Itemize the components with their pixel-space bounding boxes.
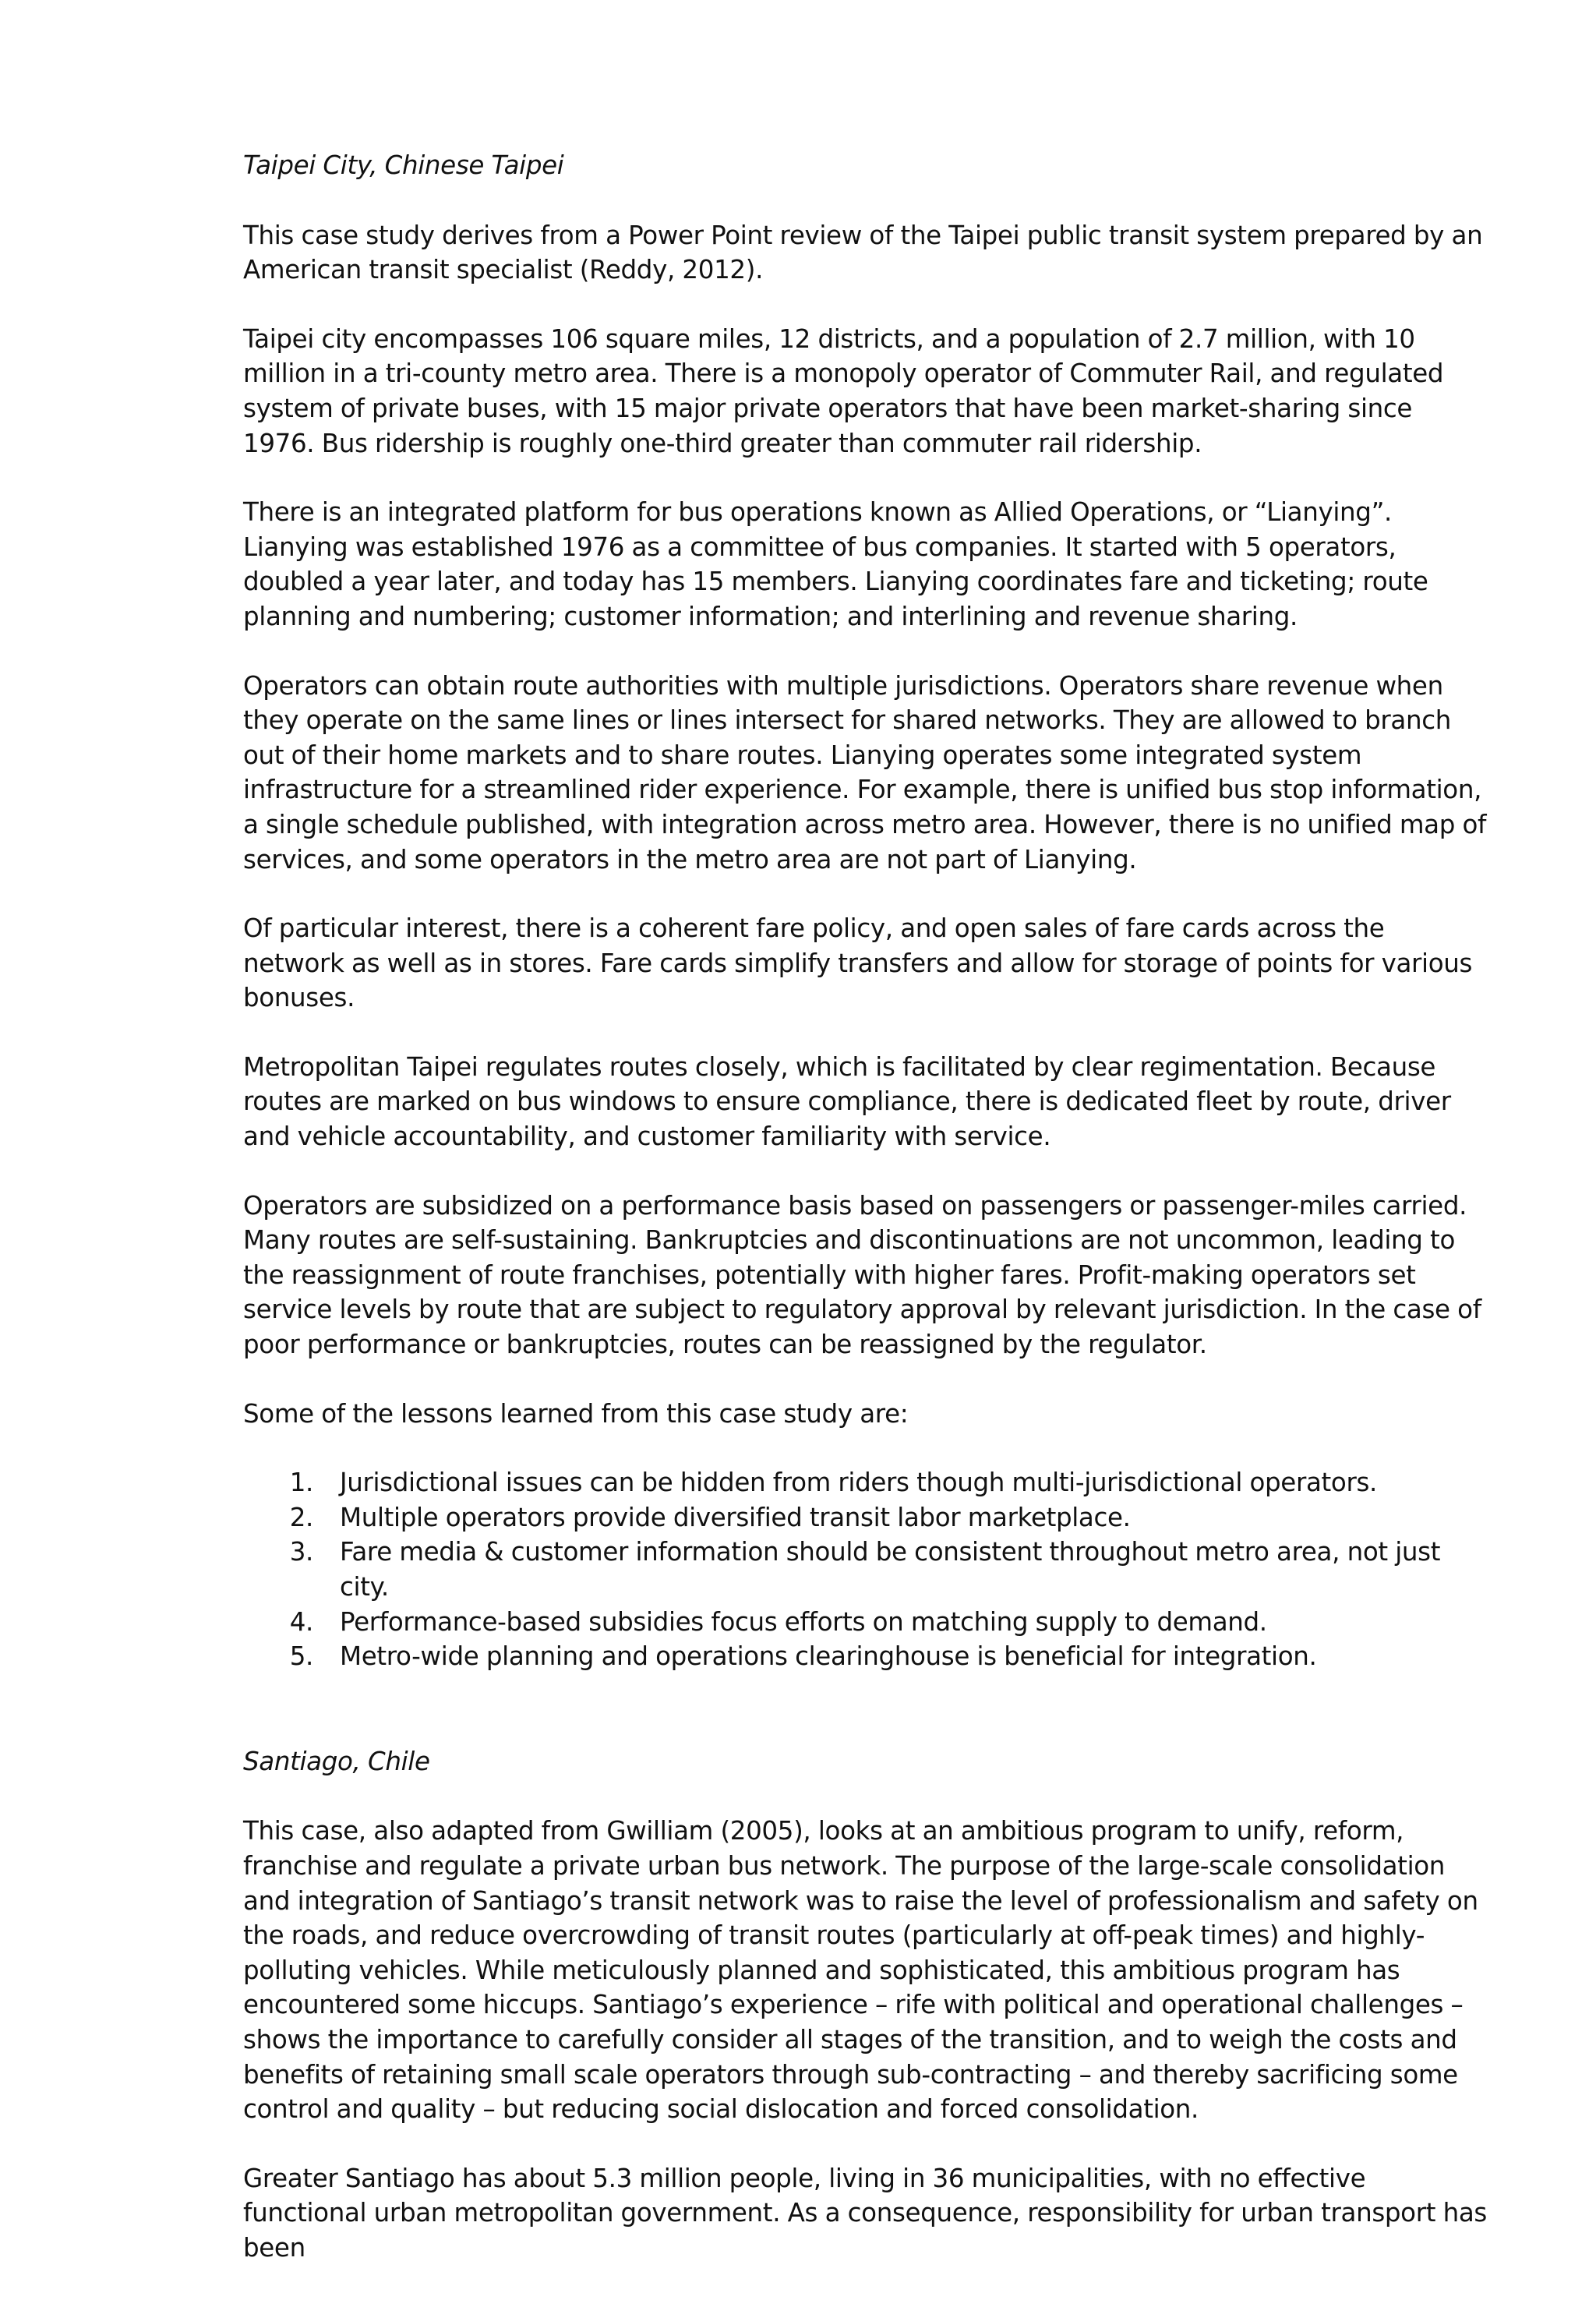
section-taipei: [243, 148, 1490, 1674]
paragraph: Greater Santiago has about 5.3 million people, living in 36 municipalities, with no effective functional urban metropolitan government. As a consequence, responsibility for urban transport has been: [243, 2163, 1487, 2263]
list-item: [243, 1639, 1490, 1674]
paragraph: This case study derives from a Power Point review of the Taipei public transit system prepared by an American transit specialist (Reddy, 2012).: [243, 220, 1483, 285]
list-item: [243, 1535, 1490, 1604]
list-item-number: 2.: [289, 1502, 313, 1532]
list-item-text: Jurisdictional issues can be hidden from riders though multi-jurisdictional operators.: [340, 1468, 1378, 1498]
list-item-text: Metro-wide planning and operations clearinghouse is beneficial for integration.: [340, 1641, 1317, 1672]
paragraph: Metropolitan Taipei regulates routes closely, which is facilitated by clear regimentation. Because routes are marked on bus windows to ensure compliance, there is dedicated fleet by route, driver and vehicle accountability, and customer familiarity with service.: [243, 1051, 1451, 1152]
list-item-number: 5.: [289, 1641, 313, 1672]
paragraph: Taipei city encompasses 106 square miles, 12 districts, and a population of 2.7 million, with 10 million in a tri-county metro area. There is a monopoly operator of Commuter Rail, and regulated system of private buses, with 15 major private operators that have been market-sharing since 1976. Bus ridership is roughly one-third greater than commuter rail ridership.: [243, 323, 1444, 458]
section-santiago: [243, 1744, 1490, 2266]
paragraph: This case, also adapted from Gwilliam (2005), looks at an ambitious program to unify, reform, franchise and regulate a private urban bus network. The purpose of the large-scale consolidation and integration of Santiago’s transit network was to raise the level of professionalism and safety on the roads, and reduce overcrowding of transit routes (particularly at off-peak times) and highly-polluting vehicles. While meticulously planned and sophisticated, this ambitious program has encountered some hiccups. Santiago’s experience – rife with political and operational challenges – shows the importance to carefully consider all stages of the transition, and to weigh the costs and benefits of retaining small scale operators through sub-contracting – and thereby sacrificing some control and quality – but reducing social dislocation and forced consolidation.: [243, 1816, 1478, 2125]
list-item-number: 3.: [289, 1537, 313, 1567]
section-heading-taipei: Taipei City, Chinese Taipei: [243, 150, 564, 180]
list-item-text: Fare media & customer information should be consistent throughout metro area, not just city.: [340, 1537, 1441, 1602]
list-item-text: Performance-based subsidies focus efforts on matching supply to demand.: [340, 1606, 1267, 1637]
paragraph: Operators can obtain route authorities with multiple jurisdictions. Operators share revenue when they operate on the same lines or lines intersect for shared networks. They are allowed to branch out of their home markets and to share routes. Lianying operates some integrated system infrastructure for a streamlined rider experience. For example, there is unified bus stop information, a single schedule published, with integration across metro area. However, there is no unified map of services, and some operators in the metro area are not part of Lianying.: [243, 670, 1487, 874]
list-item-number: 1.: [289, 1468, 313, 1498]
lessons-list: [243, 1465, 1490, 1674]
list-item: [243, 1500, 1490, 1535]
list-item: [243, 1605, 1490, 1640]
section-heading-santiago: Santiago, Chile: [243, 1746, 430, 1776]
paragraph: Of particular interest, there is a coherent fare policy, and open sales of fare cards across the network as well as in stores. Fare cards simplify transfers and allow for storage of points for various bonuses.: [243, 913, 1473, 1013]
list-item: [243, 1465, 1490, 1500]
lessons-intro: Some of the lessons learned from this case study are:: [243, 1398, 909, 1429]
list-item-number: 4.: [289, 1606, 313, 1637]
paragraph: There is an integrated platform for bus operations known as Allied Operations, or “Lianying”. Lianying was established 1976 as a committee of bus companies. It started with 5 operators, doubled a year later, and today has 15 members. Lianying coordinates fare and ticketing; route planning and numbering; customer information; and interlining and revenue sharing.: [243, 497, 1428, 631]
list-item-text: Multiple operators provide diversified transit labor marketplace.: [340, 1502, 1131, 1532]
document-page: [243, 148, 1490, 2300]
paragraph: Operators are subsidized on a performance basis based on passengers or passenger-miles carried. Many routes are self-sustaining. Bankruptcies and discontinuations are not uncommon, leading to the reassignment of route franchises, potentially with higher fares. Profit-making operators set service levels by route that are subject to regulatory approval by relevant jurisdiction. In the case of poor performance or bankruptcies, routes can be reassigned by the regulator.: [243, 1190, 1481, 1360]
